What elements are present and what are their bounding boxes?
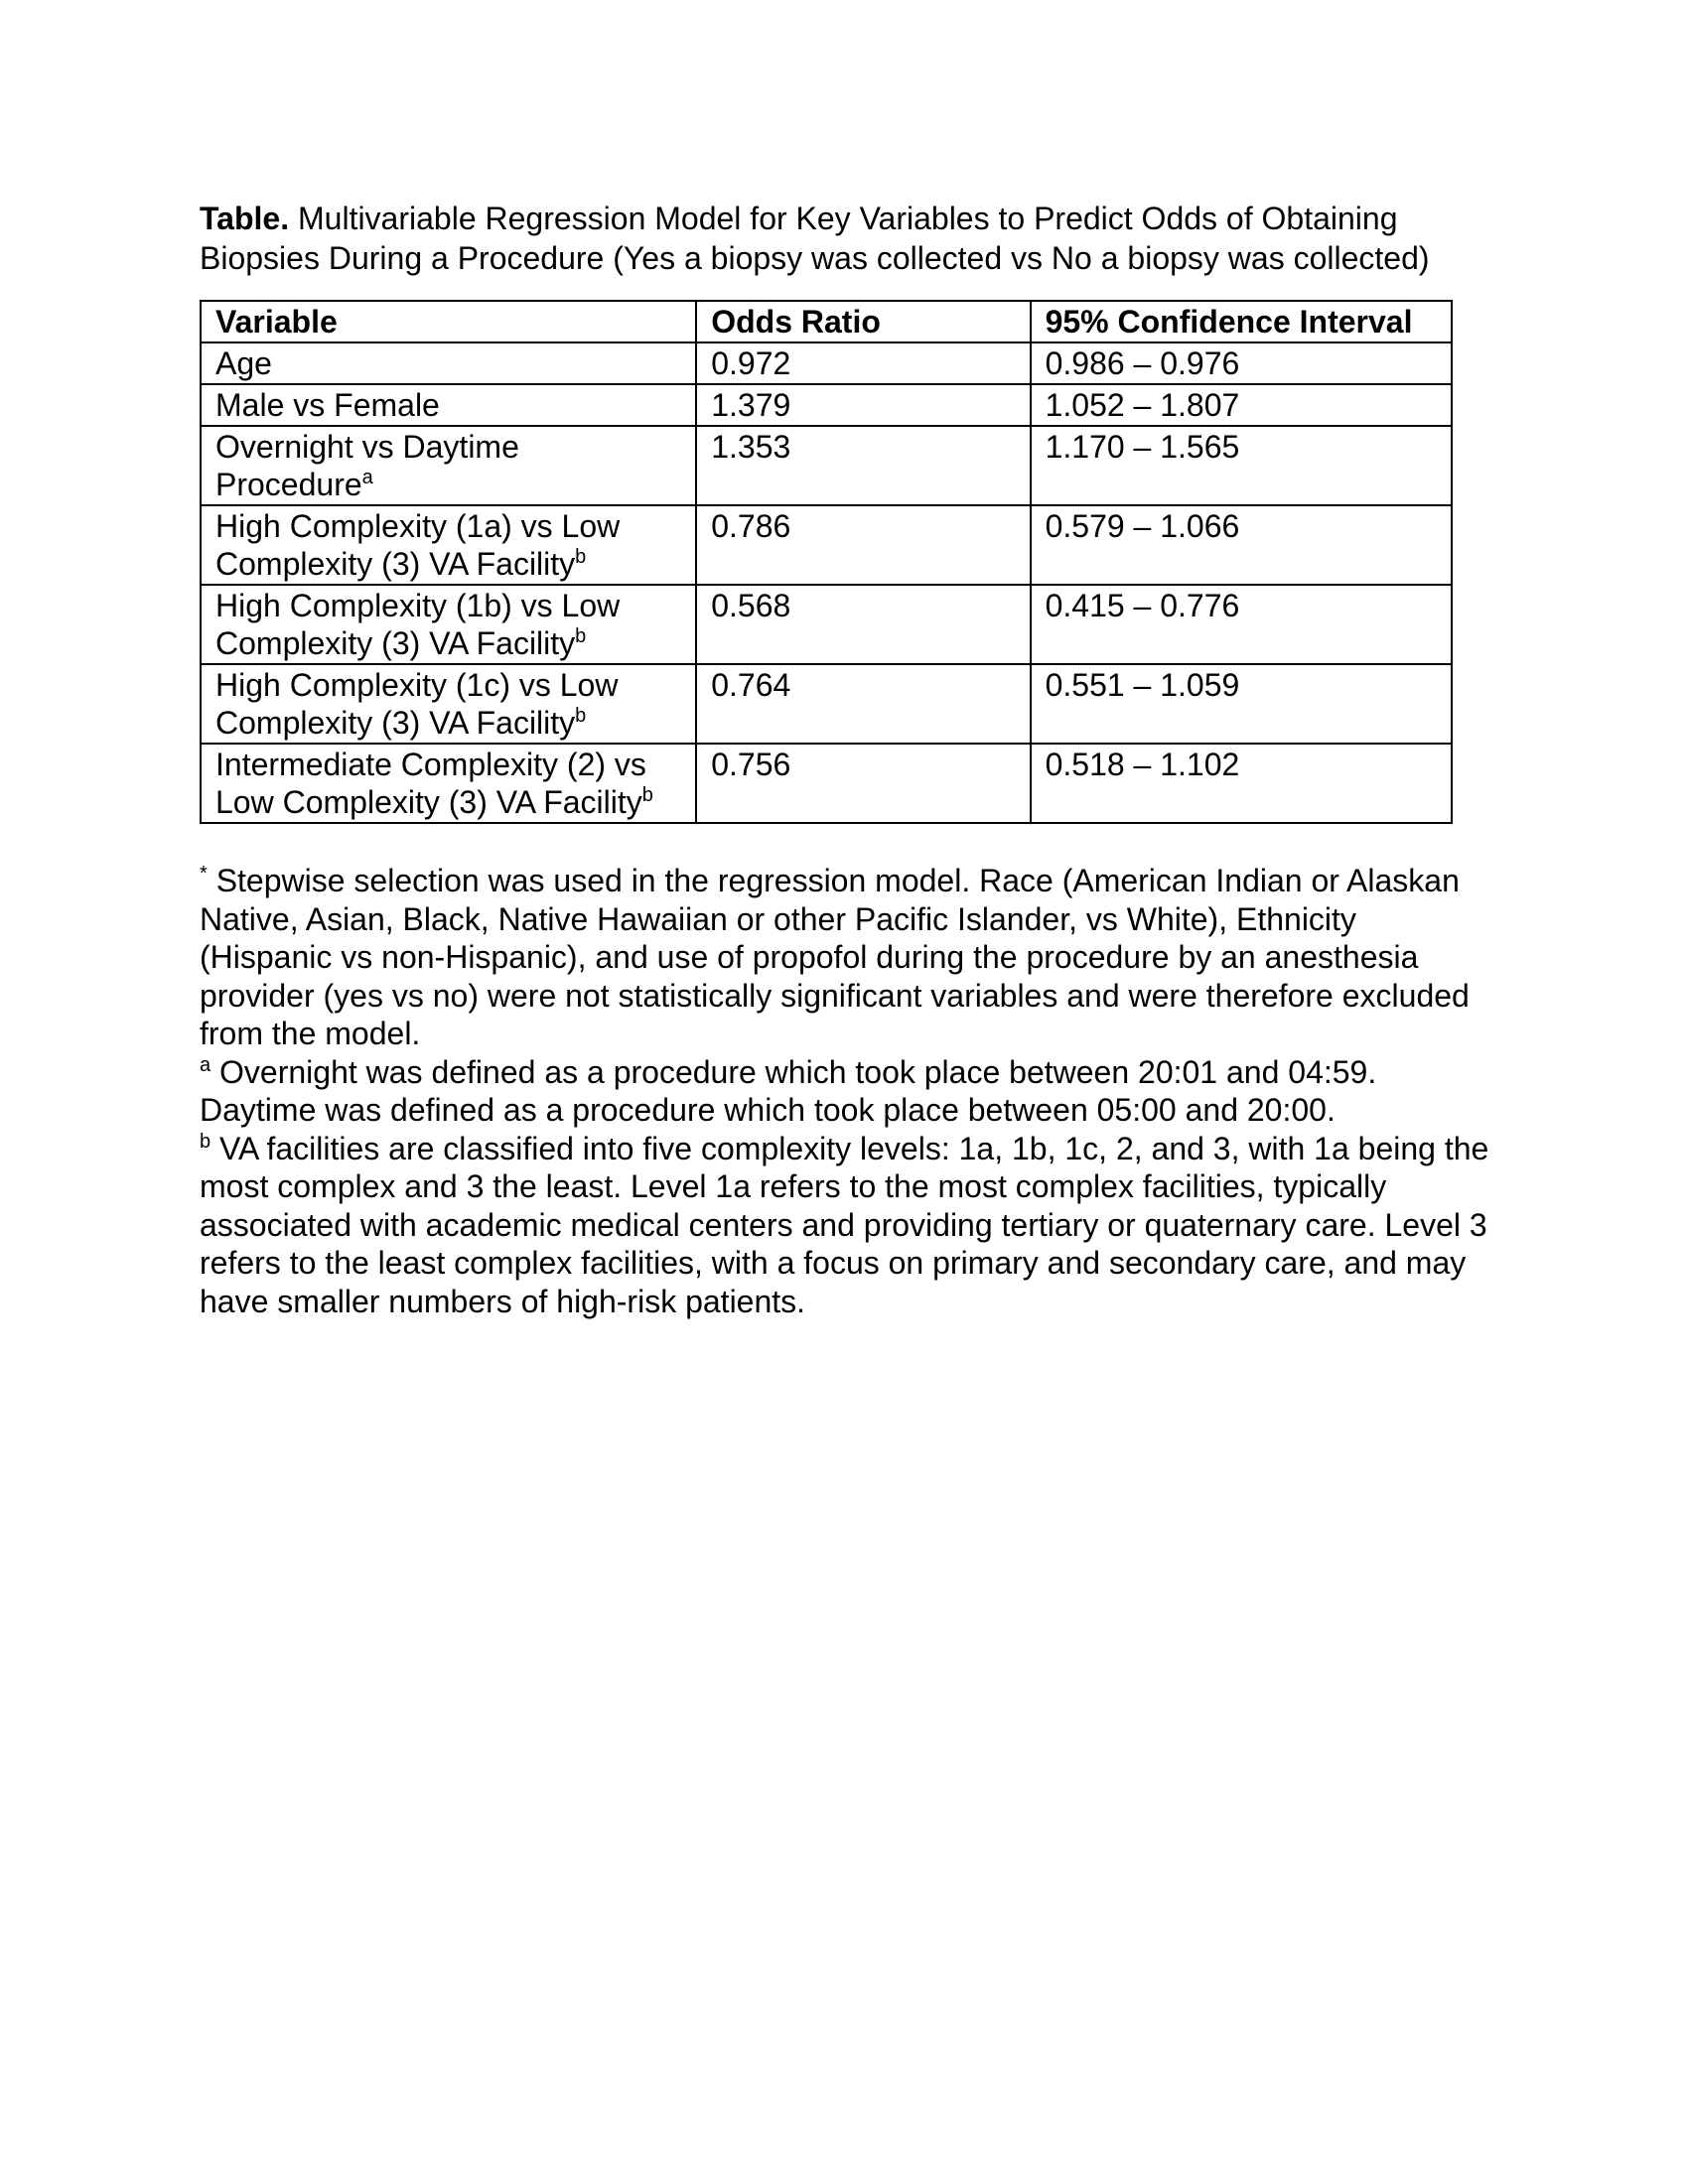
cell-variable: Intermediate Complexity (2) vs Low Complexity (3) VA Facility$^b$ <box>201 744 696 823</box>
cell-odds-ratio: 0.786 <box>696 505 1030 585</box>
footnote-text: Stepwise selection was used in the regression model. Race (American Indian or Alaskan Native, Asian, Black, Native Hawaiian or other Pacific Islander, vs White), Ethnicity (Hispanic vs non-Hispanic), and use of propofol during the procedure by an anesthesia provider (yes vs no) were not statistically significant variables and were therefore excluded from the model. <box>200 863 1470 1051</box>
cell-odds-ratio: 0.972 <box>696 342 1030 384</box>
table-row <box>201 744 1452 823</box>
header-confidence-interval: 95% Confidence Interval <box>1031 301 1452 342</box>
cell-confidence-interval: 0.986 – 0.976 <box>1031 342 1452 384</box>
cell-variable: Age <box>201 342 696 384</box>
cell-odds-ratio: 0.764 <box>696 664 1030 744</box>
table-header-row <box>201 301 1452 342</box>
table-row <box>201 426 1452 505</box>
table-row <box>201 505 1452 585</box>
cell-variable: High Complexity (1c) vs Low Complexity (3) VA Facility$^b$ <box>201 664 696 744</box>
footnote-marker: b <box>200 1130 211 1153</box>
cell-variable: Male vs Female <box>201 384 696 426</box>
header-odds-ratio: Odds Ratio <box>696 301 1030 342</box>
footnote-text: Overnight was defined as a procedure which took place between 20:01 and 04:59. Daytime was defined as a procedure which took place between 05:00 and 20:00. <box>200 1053 1377 1128</box>
caption-label: Table. <box>200 201 290 236</box>
cell-confidence-interval: 1.170 – 1.565 <box>1031 426 1452 505</box>
footnote-va-complexity <box>200 1130 1490 1321</box>
cell-confidence-interval: 0.415 – 0.776 <box>1031 585 1452 664</box>
table-row <box>201 585 1452 664</box>
table-row <box>201 384 1452 426</box>
regression-table <box>200 300 1453 824</box>
table-footnotes <box>200 862 1490 1320</box>
footnote-marker: a <box>361 467 373 488</box>
cell-variable: Overnight vs Daytime Procedure$^a$ <box>201 426 696 505</box>
header-variable: Variable <box>201 301 696 342</box>
caption-text: Multivariable Regression Model for Key Variables to Predict Odds of Obtaining Biopsies During a Procedure (Yes a biopsy was collected vs No a biopsy was collected) <box>200 201 1430 276</box>
footnote-marker: b <box>575 546 587 568</box>
footnote-overnight <box>200 1053 1490 1130</box>
footnote-marker: b <box>575 705 587 727</box>
cell-variable: High Complexity (1b) vs Low Complexity (3) VA Facility$^b$ <box>201 585 696 664</box>
cell-odds-ratio: 0.568 <box>696 585 1030 664</box>
table-caption <box>200 199 1490 278</box>
cell-odds-ratio: 1.353 <box>696 426 1030 505</box>
footnote-marker: * <box>200 863 208 885</box>
document-page <box>200 199 1490 1320</box>
cell-odds-ratio: 1.379 <box>696 384 1030 426</box>
table-row <box>201 664 1452 744</box>
footnote-marker: a <box>200 1053 211 1076</box>
cell-confidence-interval: 0.579 – 1.066 <box>1031 505 1452 585</box>
footnote-text: VA facilities are classified into five complexity levels: 1a, 1b, 1c, 2, and 3, with 1a being the most complex and 3 the least. Level 1a refers to the most complex facilities, typically associated with academic medical centers and providing tertiary or quaternary care. Level 3 refers to the least complex facilities, with a focus on primary and secondary care, and may have smaller numbers of high-risk patients. <box>200 1130 1489 1319</box>
cell-confidence-interval: 1.052 – 1.807 <box>1031 384 1452 426</box>
footnote-marker: b <box>641 784 653 806</box>
footnote-marker: b <box>575 625 587 647</box>
cell-odds-ratio: 0.756 <box>696 744 1030 823</box>
cell-confidence-interval: 0.518 – 1.102 <box>1031 744 1452 823</box>
cell-confidence-interval: 0.551 – 1.059 <box>1031 664 1452 744</box>
cell-variable: High Complexity (1a) vs Low Complexity (3) VA Facility$^b$ <box>201 505 696 585</box>
table-row <box>201 342 1452 384</box>
footnote-stepwise <box>200 862 1490 1053</box>
